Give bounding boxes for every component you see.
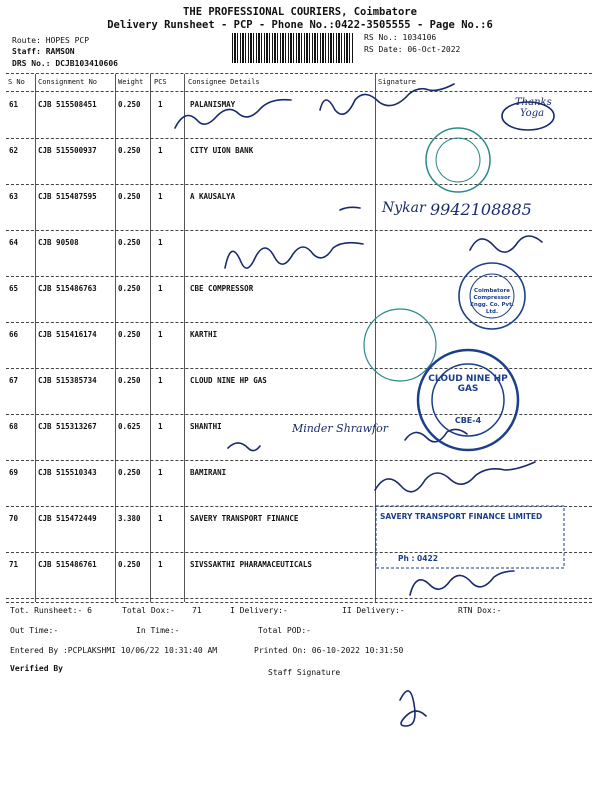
total-dox-value: 71 [192, 606, 202, 615]
col-sno: S No [8, 78, 25, 86]
cell-consignee: KARTHI [190, 330, 218, 339]
staff-signature-label: Staff Signature [268, 668, 341, 677]
route-label: Route: HOPES PCP [12, 36, 90, 45]
runsheet-subtitle: Delivery Runsheet - PCP - Phone No.:0422-3505555 - Page No.:6 [107, 19, 493, 31]
out-time: Out Time:- [10, 626, 59, 635]
cell-pcs: 1 [158, 192, 163, 201]
cell-consignment-no: CJB 515500937 [38, 146, 97, 155]
total-dox-label: Total Dox:- [122, 606, 175, 615]
row-divider [6, 598, 592, 599]
cell-sno: 71 [9, 560, 19, 569]
cell-weight: 0.250 [118, 146, 141, 155]
ii-delivery: II Delivery:- [342, 606, 405, 615]
rtn-dox: RTN Dox:- [458, 606, 502, 615]
cell-pcs: 1 [158, 422, 163, 431]
entered-by: Entered By :PCPLAKSHMI 10/06/22 10:31:40 AM [10, 646, 218, 655]
cell-sno: 65 [9, 284, 19, 293]
cell-consignee: CBE COMPRESSOR [190, 284, 254, 293]
cell-consignment-no: CJB 515508451 [38, 100, 97, 109]
cell-sno: 69 [9, 468, 19, 477]
cell-consignee: CLOUD NINE HP GAS [190, 376, 267, 385]
cell-consignment-no: CJB 515472449 [38, 514, 97, 523]
cell-weight: 0.250 [118, 238, 141, 247]
company-title: THE PROFESSIONAL COURIERS, Coimbatore [183, 6, 417, 18]
cell-sno: 68 [9, 422, 19, 431]
cell-pcs: 1 [158, 468, 163, 477]
cell-weight: 3.380 [118, 514, 141, 523]
cell-weight: 0.250 [118, 330, 141, 339]
total-pod: Total POD:- [258, 626, 311, 635]
in-time: In Time:- [136, 626, 180, 635]
cell-weight: 0.250 [118, 100, 141, 109]
cell-pcs: 1 [158, 100, 163, 109]
cell-weight: 0.250 [118, 560, 141, 569]
cell-sno: 64 [9, 238, 19, 247]
cell-sno: 66 [9, 330, 19, 339]
cell-weight: 0.625 [118, 422, 141, 431]
cell-sno: 62 [9, 146, 19, 155]
handwritten-note-68: Minder Shrawfor [292, 422, 388, 435]
cell-consignment-no: CJB 515487595 [38, 192, 97, 201]
verified-by: Verified By [10, 664, 63, 673]
cell-pcs: 1 [158, 514, 163, 523]
handwritten-phone: 9942108885 [430, 200, 532, 219]
cell-consignment-no: CJB 515510343 [38, 468, 97, 477]
cell-weight: 0.250 [118, 376, 141, 385]
cell-consignment-no: CJB 515385734 [38, 376, 97, 385]
cloud-nine-stamp-text: CLOUD NINE HP GAS [428, 374, 508, 394]
drs-number: DRS No.: DCJB103410606 [12, 59, 118, 68]
cell-consignee: SIVSSAKTHI PHARAMACEUTICALS [190, 560, 312, 569]
cell-consignee: CITY UION BANK [190, 146, 254, 155]
cell-consignment-no: CJB 90508 [38, 238, 79, 247]
cell-consignee: BAMIRANI [190, 468, 227, 477]
cell-sno: 63 [9, 192, 19, 201]
cell-consignee: PALANISMAY [190, 100, 236, 109]
thanks-note: Thanks Yoga [515, 97, 552, 119]
barcode [232, 33, 354, 63]
cell-consignee: SAVERY TRANSPORT FINANCE [190, 514, 299, 523]
cell-pcs: 1 [158, 376, 163, 385]
i-delivery: I Delivery:- [230, 606, 288, 615]
cell-pcs: 1 [158, 238, 163, 247]
staff-signature-mark [400, 691, 426, 726]
handwritten-name-63: Nykar [382, 200, 426, 216]
cell-weight: 0.250 [118, 468, 141, 477]
cell-consignment-no: CJB 515313267 [38, 422, 97, 431]
table-row [6, 461, 592, 507]
savery-stamp-text: SAVERY TRANSPORT FINANCE LIMITED [380, 512, 543, 521]
col-signature: Signature [378, 78, 416, 86]
cell-sno: 61 [9, 100, 19, 109]
cell-pcs: 1 [158, 284, 163, 293]
cell-consignee: SHANTHI [190, 422, 222, 431]
cloud-nine-stamp-code: CBE-4 [454, 416, 482, 425]
cell-sno: 70 [9, 514, 19, 523]
table-row [6, 231, 592, 277]
table-row [6, 553, 592, 599]
col-consignee: Consignee Details [188, 78, 260, 86]
col-weight: Weight [118, 78, 144, 86]
cell-consignee: A KAUSALYA [190, 192, 236, 201]
cell-pcs: 1 [158, 146, 163, 155]
cell-weight: 0.250 [118, 192, 141, 201]
printed-on: Printed On: 06-10-2022 10:31:50 [254, 646, 404, 655]
rs-number: RS No.: 1034106 [364, 33, 437, 42]
cell-weight: 0.250 [118, 284, 141, 293]
cell-consignment-no: CJB 515486763 [38, 284, 97, 293]
tot-runsheet: Tot. Runsheet:- 6 [10, 606, 92, 615]
table-row [6, 139, 592, 185]
cell-consignment-no: CJB 515486761 [38, 560, 97, 569]
compressor-stamp-text: Coimbatore Compressor Engg. Co. Pvt. Ltd. [470, 288, 514, 315]
cell-consignment-no: CJB 515416174 [38, 330, 97, 339]
table-row [6, 323, 592, 369]
rs-date: RS Date: 06-Oct-2022 [364, 45, 461, 54]
cell-sno: 67 [9, 376, 19, 385]
table-row [6, 93, 592, 139]
staff-label: Staff: RAMSON [12, 47, 75, 56]
cell-pcs: 1 [158, 330, 163, 339]
col-pcs: PCS [154, 78, 167, 86]
savery-stamp-phone: Ph : 0422 [398, 554, 438, 563]
cell-pcs: 1 [158, 560, 163, 569]
col-consignment: Consignment No [38, 78, 98, 86]
table-header [6, 78, 592, 92]
